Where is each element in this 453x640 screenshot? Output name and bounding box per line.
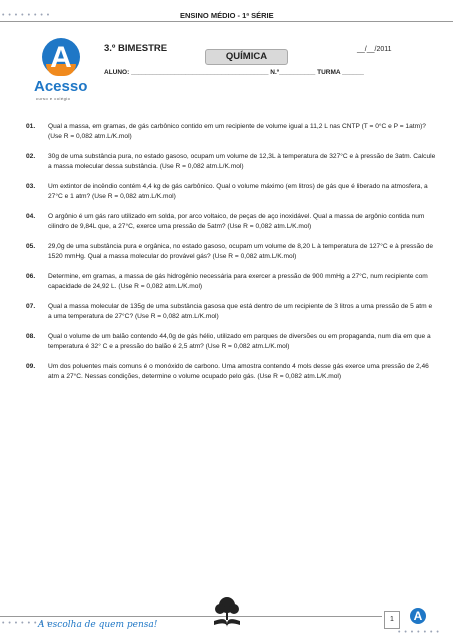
class-field[interactable]: TURMA ______ xyxy=(317,69,364,76)
subject-badge: QUÍMICA xyxy=(205,49,288,65)
footer-right-dots: • • • • • • • xyxy=(398,629,440,636)
question-text: Determine, em gramas, a massa de gás hidrogênio necessária para exercer a pressão de 900 mmHg a 27°C, num recipiente com capacidade de 24,92 L. (Use R = 0,082 atm.L/K.mol) xyxy=(48,273,428,290)
question-text: O argônio é um gás raro utilizado em solda, por arco voltaico, de peças de aço inoxidável. Qual a massa de argônio contida num cilindro de 9,84L que, a 27°C, exerce uma pressão de 5atm? (Use R = 0,082 atm.L/K.mol) xyxy=(48,213,425,230)
question-text: 30g de uma substância pura, no estado gasoso, ocupam um volume de 12,3L à temperatura de 327°C e à pressão de 3atm. Calcule a massa molecular dessa substância. (Use R = 0,082 atm.L/K.mol) xyxy=(48,153,436,170)
series-label: ENSINO MÉDIO - 1ª SÉRIE xyxy=(180,11,274,20)
footer-dots: • • • • • • • • xyxy=(2,620,51,627)
logo-letter: A xyxy=(50,41,72,74)
question-text: 29,0g de uma substância pura e orgânica, no estado gasoso, ocupam um volume de 8,20 L à temperatura de 127°C e à pressão de 1520 mmHg. Qual a massa molecular do provável gás? (Use R = 0,082 atm.L/K.mol) xyxy=(48,243,434,260)
header-divider xyxy=(0,21,453,22)
footer-divider xyxy=(0,616,382,617)
question-text: Um dos poluentes mais comuns é o monóxido de carbono. Uma amostra contendo 4 mols desse gás exerce uma pressão de 2,46 atm a 27°C. Nessas condições, determine o volume ocupado pelo gás. (Use R = 0,082 atm.L/K.mol) xyxy=(48,363,429,380)
school-logo xyxy=(26,38,96,106)
question-number: 04. xyxy=(26,213,36,220)
question-number: 01. xyxy=(26,123,36,130)
footer-logo-icon: A xyxy=(410,608,426,624)
logo-tagline: curso e colégio xyxy=(36,96,71,101)
question-number: 05. xyxy=(26,243,36,250)
question-number: 09. xyxy=(26,363,36,370)
student-name-field[interactable]: ALUNO: ______________________________________ xyxy=(104,69,269,76)
question-text: Qual o volume de um balão contendo 44,0g de gás hélio, utilizado em parques de diversões ou em propaganda, num dia em que a temperatura é 32° C e a pressão do balão é 2,5 atm? (Use R = 0,082 atm.L/K.mol) xyxy=(48,333,431,350)
bimestre-label: 3.º BIMESTRE xyxy=(104,43,168,54)
book-tree-icon xyxy=(210,594,244,630)
student-info-row xyxy=(104,69,364,76)
page-number: 1 xyxy=(384,611,400,629)
footer-tagline: A escolha de quem pensa! xyxy=(38,620,158,630)
question-text: Qual a massa molecular de 135g de uma substância gasosa que está dentro de um recipiente de 3 litros a uma pressão de 5 atm e a uma temperatura de 27°C? (Use R = 0,082 atm.L/K.mol) xyxy=(48,303,433,320)
question-number: 03. xyxy=(26,183,36,190)
date-field[interactable]: __/__/2011 xyxy=(357,46,392,53)
question-text: Um extintor de incêndio contém 4,4 kg de gás carbônico. Qual o volume máximo (em litros) de gás que é liberado na atmosfera, a 27°C e 1 atm? (Use R = 0,082 atm.L/K.mol) xyxy=(48,183,428,200)
logo-word: Acesso xyxy=(34,78,88,95)
student-number-field[interactable]: N.º__________ xyxy=(270,69,316,76)
question-number: 02. xyxy=(26,153,36,160)
question-number: 06. xyxy=(26,273,36,280)
question-number: 07. xyxy=(26,303,36,310)
header-dots: • • • • • • • • xyxy=(2,12,51,19)
question-text: Qual a massa, em gramas, de gás carbônico contido em um recipiente de volume igual a 11,2 L nas CNTP (T = 0°C e P = 1atm)? (Use R = 0,082 atm.L/K.mol) xyxy=(48,123,426,140)
question-number: 08. xyxy=(26,333,36,340)
